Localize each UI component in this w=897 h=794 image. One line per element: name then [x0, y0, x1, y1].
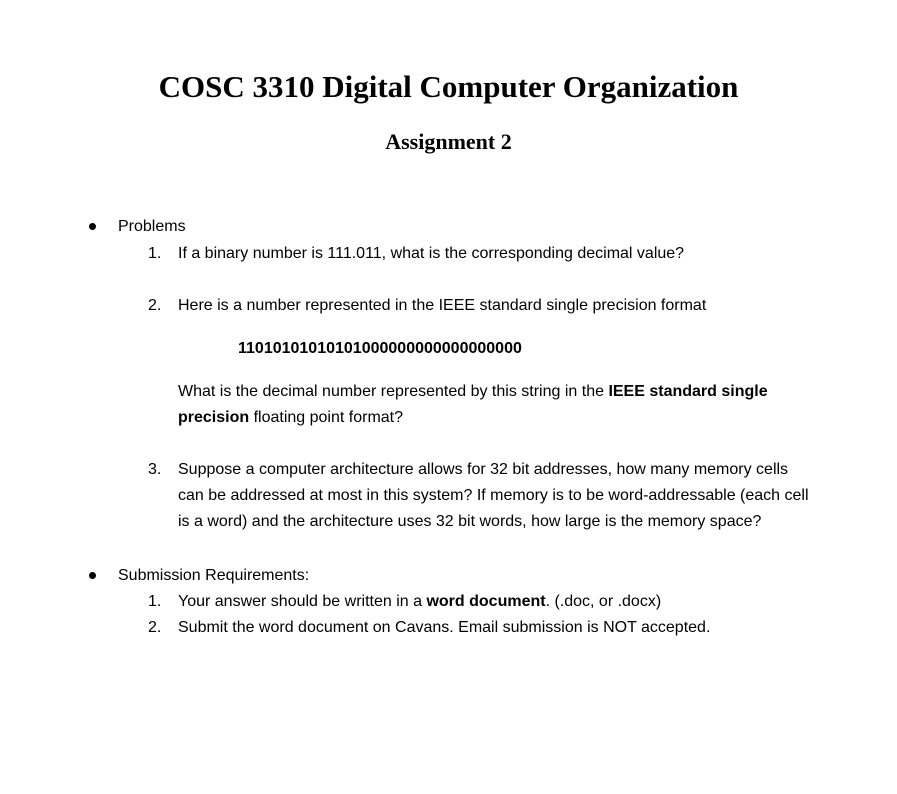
binary-string: 11010101010101000000000000000000 — [238, 340, 522, 357]
problem-2-question-text-a: What is the decimal number represented by this string in the — [178, 383, 609, 400]
document-subtitle: Assignment 2 — [385, 129, 512, 154]
submission-1-text-b: . (.doc, or .docx) — [545, 593, 662, 610]
problem-3-line-1: Suppose a computer architecture allows for 32 bit addresses, how many memory cells — [178, 461, 789, 478]
problems-heading: Problems — [118, 218, 186, 235]
problem-2-number: 2. — [148, 297, 162, 314]
problem-1-text: If a binary number is 111.011, what is the corresponding decimal value? — [178, 245, 685, 262]
problem-3-number: 3. — [148, 461, 162, 478]
problem-1-number: 1. — [148, 245, 162, 262]
problem-2-question-line-2 — [178, 407, 403, 429]
problem-3-line-2: can be addressed at most in this system? If memory is to be word-addressable (each cell — [178, 487, 809, 504]
problem-2-question-text-b: floating point format? — [249, 409, 404, 426]
submission-2-text: Submit the word document on Cavans. Email submission is NOT accepted. — [178, 619, 711, 636]
problem-2-question-line-1 — [178, 381, 768, 403]
submission-1-text-a: Your answer should be written in a — [178, 593, 427, 610]
bullet-problems — [89, 223, 96, 230]
problem-3-line-3: is a word) and the architecture uses 32 bit words, how large is the memory space? — [178, 513, 762, 530]
submission-heading: Submission Requirements: — [118, 567, 310, 584]
bullet-submission — [89, 572, 96, 579]
document-title: COSC 3310 Digital Computer Organization — [158, 69, 739, 104]
submission-2-number: 2. — [148, 619, 162, 636]
submission-1-text — [178, 591, 661, 613]
problem-2-intro: Here is a number represented in the IEEE standard single precision format — [178, 297, 707, 314]
submission-1-number: 1. — [148, 593, 162, 610]
submission-1-bold: word document — [426, 593, 546, 610]
problem-2-question-bold-b: precision — [178, 409, 250, 426]
problem-2-question-bold-a: IEEE standard single — [608, 383, 768, 400]
